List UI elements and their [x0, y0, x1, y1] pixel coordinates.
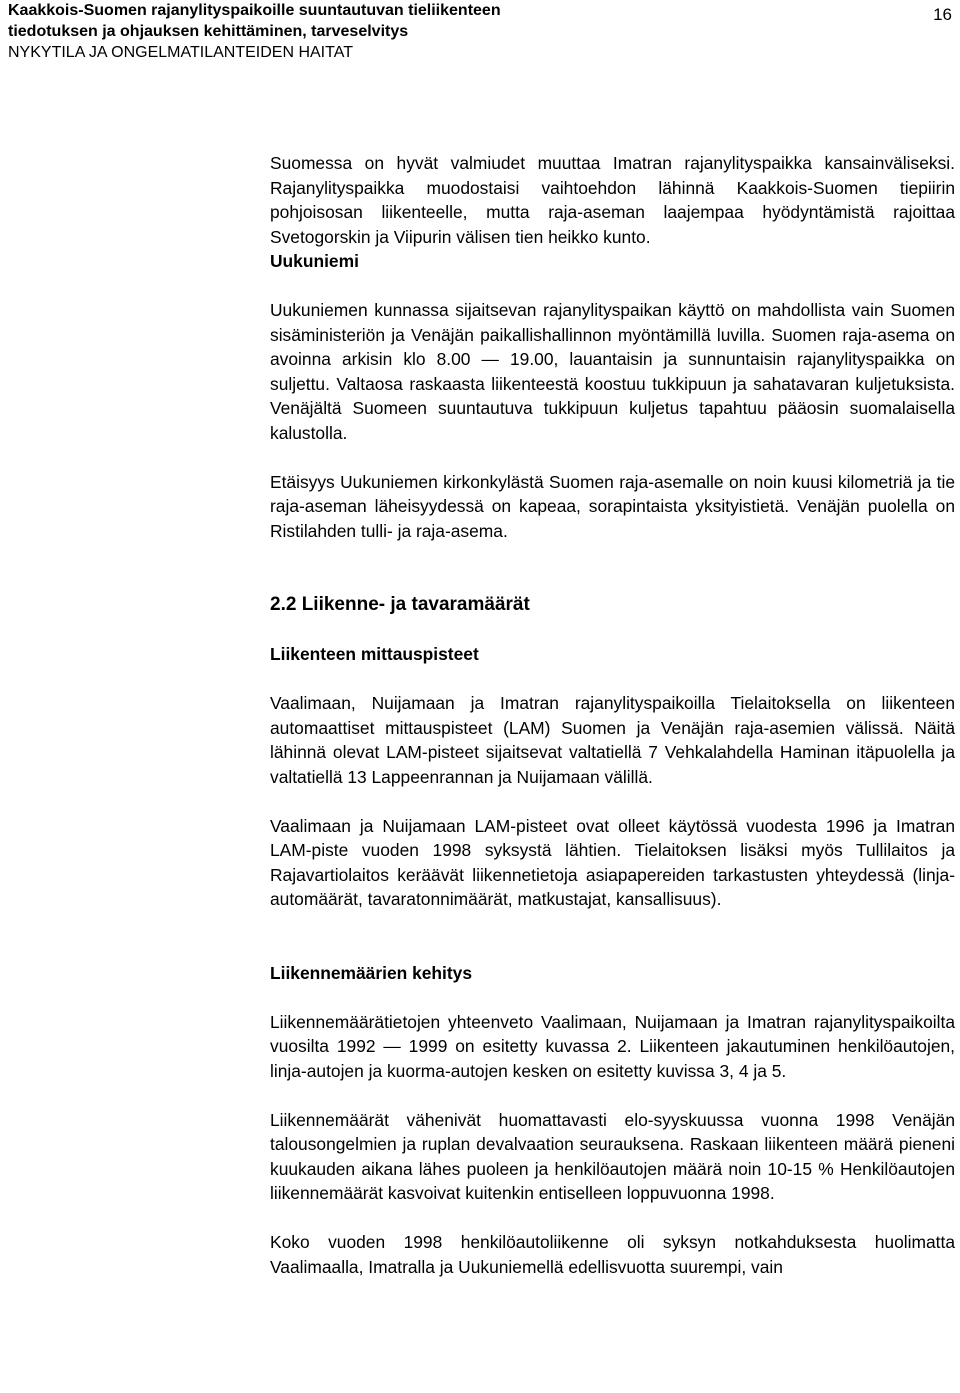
subheading-mittauspisteet: Liikenteen mittauspisteet: [270, 644, 479, 664]
header-title-line1: Kaakkois-Suomen rajanylityspaikoille suuntautuvan tieliikenteen: [8, 2, 501, 19]
subheading-kehitys: Liikennemäärien kehitys: [270, 962, 473, 983]
paragraph-uukuniemi-etaisyys: Etäisyys Uukuniemen kirkonkylästä Suomen raja-asemalle on noin kuusi kilometriä ja tie raja-aseman läheisyydessä on kapeaa, sorapintaista yksityistietä. Venäjän puolella on Ristilahden tulli- ja raja-asema.: [270, 471, 955, 541]
paragraph-vaheneminen: Liikennemäärät vähenivät huomattavasti elo-syyskuussa vuonna 1998 Venäjän talousongelmien ja ruplan devalvaation seurauksena. Raskaan liikenteen määrä pieneni kuukauden aikana lähes puoleen ja henkilöautojen määrä noin 10-15 % Henkilöautojen liikennemäärät kasvoivat kuitenkin entiselleen loppuvuonna 1998.: [270, 1109, 955, 1203]
header-title-line2: tiedotuksen ja ohjauksen kehittäminen, tarveselvitys: [8, 23, 409, 40]
header-chapter: NYKYTILA JA ONGELMATILANTEIDEN HAITAT: [8, 44, 353, 61]
paragraph-imatra: Suomessa on hyvät valmiudet muuttaa Imatran rajanylityspaikka kansainväliseksi. Rajanylityspaikka muodostaisi vaihtoehdon lähinnä Kaakkois-Suomen tiepiirin pohjoisosan liikenteelle, mutta raja-aseman laajempaa hyödyntämistä rajoittaa Svetogorskin ja Viipurin välisen tien heikko kunto.: [270, 153, 955, 247]
paragraph-uukuniemi-luvat: Uukuniemen kunnassa sijaitsevan rajanylityspaikan käyttö on mahdollista vain Suomen sisäministeriön ja Venäjän paikallishallinnon myöntämillä luvilla. Suomen raja-asema on avoinna arkisin klo 8.00 — 19.00, lauantaisin ja sunnuntaisin rajanylityspaikka on suljettu. Valtaosa raskaasta liikenteestä koostuu tukkipuun ja sahatavaran kuljetuksista. Venäjältä Suomeen suuntautuva tukkipuun kuljetus tapahtuu pääosin suomalaisella kalustolla.: [270, 300, 955, 443]
section-title: 2.2 Liikenne- ja tavaramäärät: [270, 594, 530, 615]
paragraph-yhteenveto: Liikennemäärätietojen yhteenveto Vaalimaan, Nuijamaan ja Imatran rajanylityspaikoilta vuosilta 1992 — 1999 on esitetty kuvassa 2. Liikenteen jakautuminen henkilöautojen, linja-autojen ja kuorma-autojen kesken on esitetty kuvissa 3, 4 ja 5.: [270, 1011, 955, 1081]
running-header: [8, 0, 952, 63]
page-number: 16: [933, 5, 952, 24]
paragraph-lam-kaytossa: Vaalimaan ja Nuijamaan LAM-pisteet ovat olleet käytössä vuodesta 1996 ja Imatran LAM-piste vuoden 1998 syksystä lähtien. Tielaitoksen lisäksi myös Tullilaitos ja Rajavartiolaitos keräävät liikennetietoja asiapapereiden tarkastusten yhteydessä (linja-automäärät, tavaratonnimäärät, matkustajat, kansallisuus).: [270, 815, 955, 909]
paragraph-lam-pisteet: Vaalimaan, Nuijamaan ja Imatran rajanylityspaikoilla Tielaitoksella on liikenteen automaattiset mittauspisteet (LAM) Suomen ja Venäjän raja-asemien välissä. Näitä lähinnä olevat LAM-pisteet sijaitsevat valtatiellä 7 Vehkalahdella Haminan itäpuolella ja valtatiellä 13 Lappeenrannan ja Nuijamaan välillä.: [270, 693, 955, 787]
paragraph-henkiloautoliikenne: Koko vuoden 1998 henkilöautoliikenne oli syksyn notkahduksesta huolimatta Vaalimaalla, Imatralla ja Uukuniemellä edellisvuotta suurempi, vain: [270, 1232, 955, 1277]
main-content: [270, 151, 955, 1279]
subheading-uukuniemi: Uukuniemi: [270, 251, 359, 271]
